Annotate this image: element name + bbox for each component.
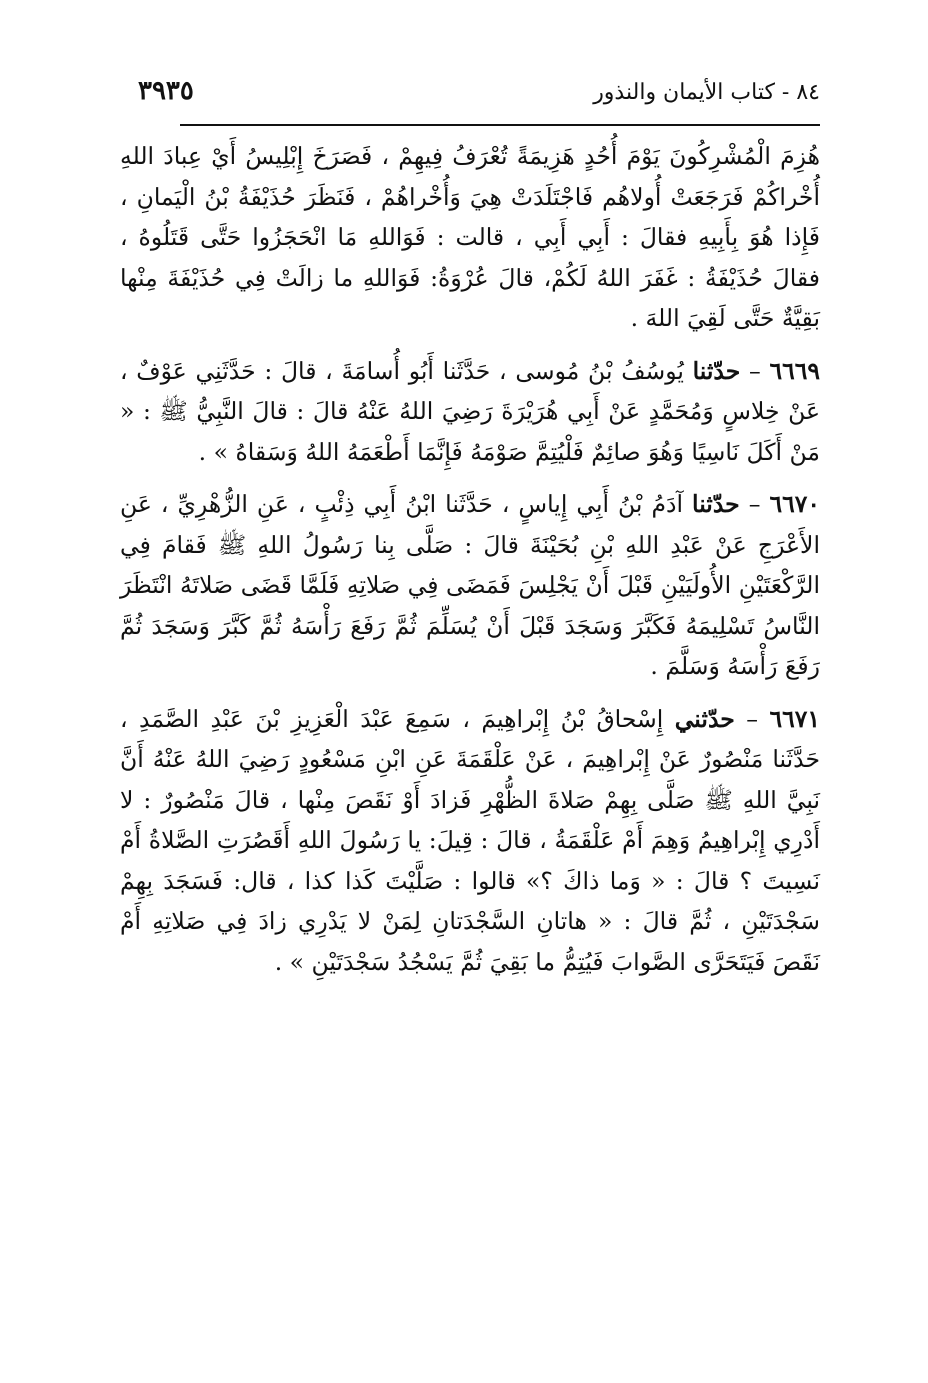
hadith-lead: حدّثنا [692,356,741,385]
hadith-number: ٦٦٧١ [769,704,820,733]
hadith-text: آدَمُ بْنُ أَبِي إِياسٍ ، حَدَّثَنا ابْنُ أَبِي ذِئْبٍ ، عَنِ الزُّهْرِيِّ ، عَنِ الأَعْرَجِ عَنْ عَبْدِ اللهِ بْنِ بُحَيْنَةَ قالَ : صَلَّى بِنا رَسُولُ اللهِ ﷺ فَقامَ فِي الرَّكْعَتَيْنِ الأُولَيَيْنِ قَبْلَ أَنْ يَجْلِسَ فَمَضَى فِي صَلاتِهِ فَلَمَّا قَضَى صَلاتَهُ انْتَظَرَ النَّاسُ تَسْلِيمَهُ فَكَبَّرَ وَسَجَدَ قَبْلَ أَنْ يُسَلِّمَ ثُمَّ رَفَعَ رَأْسَهُ ثُمَّ كَبَّرَ وَسَجَدَ ثُمَّ رَفَعَ رَأْسَهُ وَسَلَّمَ . [120,490,820,680]
hadith-lead: حدّثني [674,704,735,733]
hadith-paragraph [120,699,820,983]
hadith-text: يُوسُفُ بْنُ مُوسى ، حَدَّثَنا أَبُو أُسامَةَ ، قالَ : حَدَّثَنِي عَوْفٌ ، عَنْ خِلاسٍ وَمُحَمَّدٍ عَنْ أَبِي هُرَيْرَةَ رَضِيَ اللهُ عَنْهُ قالَ : قالَ النَّبِيُّ ﷺ : « مَنْ أَكَلَ نَاسِيًا وَهُوَ صائِمٌ فَلْيُتِمَّ صَوْمَهُ فَإِنَّمَا أَطْعَمَهُ اللهُ وَسَقاهُ » . [120,356,820,466]
running-header [120,72,820,116]
hadith-text: هُزِمَ الْمُشْرِكُونَ يَوْمَ أُحُدٍ هَزِيمَةً تُعْرَفُ فِيهِمْ ، فَصَرَخَ إِبْلِيسُ أَيْ عِبادَ اللهِ أُخْراكُمْ فَرَجَعَتْ أُولاهُم فَاجْتَلَدَتْ هِيَ وَأُخْراهُمْ ، فَنَظَرَ حُذَيْفَةُ بْنُ الْيَمانِ ، فَإِذا هُوَ بِأَبِيهِ فقالَ : أَبِي أَبِي ، قالت : فَوَاللهِ مَا انْحَجَزُوا حَتَّى قَتَلُوهُ ، فقالَ حُذَيْفَةُ : غَفَرَ اللهُ لَكُمْ، قالَ عُرْوَةُ: فَوَاللهِ ما زالَتْ فِي حُذَيْفَةَ مِنْها بَقِيَّةٌ حَتَّى لَقِيَ اللهَ . [120,142,820,332]
chapter-title: ٨٤ - كتاب الأيمان والنذور [593,80,820,105]
dash: – [746,704,759,733]
hadith-paragraph [120,136,820,339]
hadith-paragraph [120,484,820,687]
book-page [120,72,820,1312]
header-rule [180,124,820,126]
hadith-number: ٦٦٦٩ [769,356,820,385]
hadith-paragraph [120,351,820,473]
dash: – [749,356,761,385]
hadith-lead: حدّثنا [692,490,740,518]
hadith-text: إِسْحاقُ بْنُ إِبْراهِيمَ ، سَمِعَ عَبْدَ الْعَزِيزِ بْنَ عَبْدِ الصَّمَدِ ، حَدَّثَنا مَنْصُورٌ عَنْ إِبْراهِيمَ ، عَنْ عَلْقَمَةَ عَنِ ابْنِ مَسْعُودٍ رَضِيَ اللهُ عَنْهُ أَنَّ نَبِيَّ اللهِ ﷺ صَلَّى بِهِمْ صَلاةَ الظُّهْرِ فَزادَ أَوْ نَقَصَ مِنْها ، قالَ مَنْصُورٌ : لا أَدْرِي إِبْراهِيمُ وَهِمَ أَمْ عَلْقَمَةُ ، قالَ : قِيلَ: يا رَسُولَ اللهِ أَقَصُرَتِ الصَّلاةُ أَمْ نَسِيتَ ؟ قالَ : « وَما ذاكَ ؟» قالوا : صَلَّيْتَ كَذا كذا ، قال: فَسَجَدَ بِهِمْ سَجْدَتَيْنِ ، ثُمَّ قالَ : « هاتانِ السَّجْدَتانِ لِمَنْ لا يَدْرِي زادَ فِي صَلاتِهِ أَمْ نَقَصَ فَيَتَحَرَّى الصَّوابَ فَيُتِمُّ ما بَقِيَ ثُمَّ يَسْجُدُ سَجْدَتَيْنِ » . [120,704,820,976]
page-number: ٣٩٣٥ [138,76,194,106]
hadith-number: ٦٦٧٠ [769,490,820,518]
body-text [120,136,820,994]
dash: – [748,490,761,518]
